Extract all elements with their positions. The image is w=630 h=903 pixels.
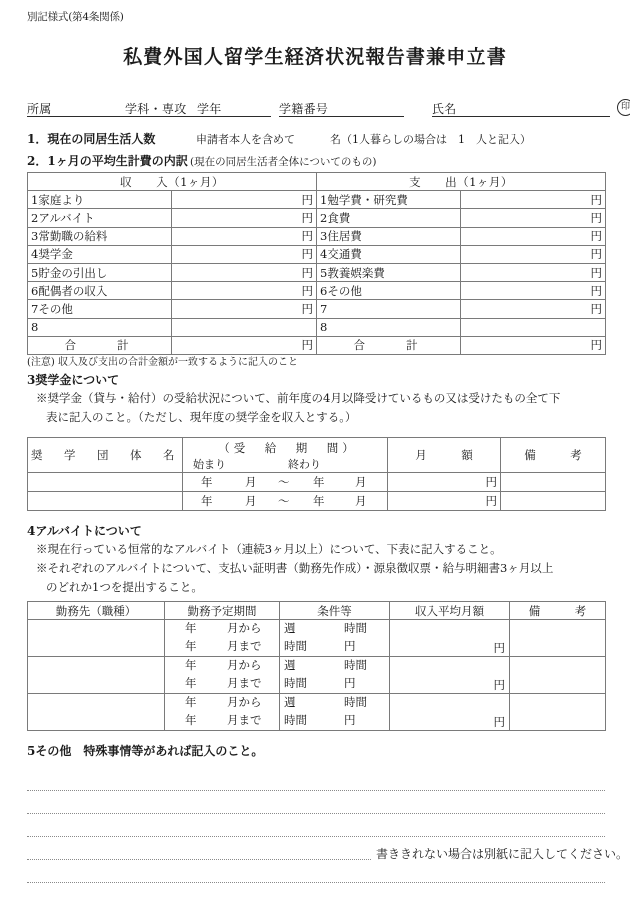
expense-value-4[interactable]: 円 xyxy=(461,245,606,263)
job-average-2[interactable] xyxy=(390,657,510,694)
income-value-7[interactable]: 円 xyxy=(172,300,317,318)
job-cond-rate-3 xyxy=(280,712,389,730)
budget-table xyxy=(27,172,606,355)
scholarship-col-amount: 月 額 xyxy=(388,438,501,473)
income-value-4[interactable]: 円 xyxy=(172,245,317,263)
section3-note-line1: ※奨学金（貸与・給付）の受給状況について、前年度の4月以降受けているもの又は受けたもの全て下 xyxy=(36,391,561,405)
student-id-field[interactable] xyxy=(279,100,404,117)
income-text-4: 奨学金 xyxy=(38,247,73,262)
scholarship-table xyxy=(27,437,606,511)
section4-heading: 4アルバイトについて xyxy=(27,524,142,538)
job-workplace-1[interactable] xyxy=(28,620,165,657)
department-field[interactable] xyxy=(125,100,197,117)
job-hours-label-1: 時間 xyxy=(344,621,367,635)
parttime-job-table xyxy=(27,601,606,731)
budget-caution-note: (注意) 収入及び支出の合計金額が一致するように記入のこと xyxy=(27,357,298,368)
job-cond-week-1 xyxy=(280,620,389,638)
section1-tail-text: 名（1人暮らしの場合は 1 人と記入） xyxy=(330,133,531,146)
scholarship-period-title: （受 給 期 間） xyxy=(218,441,358,455)
expense-label-1 xyxy=(317,191,461,209)
job-year-from-1: 年 xyxy=(185,621,197,635)
scholarship-header-row xyxy=(28,438,606,473)
job-cond-week-2 xyxy=(280,657,389,675)
period-year-end-1: 年 xyxy=(313,475,325,489)
name-field[interactable] xyxy=(432,100,610,117)
scholarship-period-sub xyxy=(183,456,387,471)
student-id-label: 学籍番号 xyxy=(279,102,329,116)
table-row xyxy=(28,263,606,281)
section4-note-line2: ※それぞれのアルバイトについて、支払い証明書（勤務先作成）・源泉徴収票・給与明細書3ヶ月以上 xyxy=(36,561,554,575)
job-year-to-2: 年 xyxy=(185,676,197,690)
expense-label-5 xyxy=(317,263,461,281)
income-no-1: 1 xyxy=(31,192,39,207)
job-week-label-2: 週 xyxy=(284,658,296,672)
expense-label-8 xyxy=(317,318,461,336)
income-text-7: その他 xyxy=(38,301,73,316)
income-no-3: 3 xyxy=(31,229,39,244)
job-rate-yen-3: 円 xyxy=(344,713,356,727)
expense-no-3: 3 xyxy=(320,229,328,244)
job-week-label-1: 週 xyxy=(284,621,296,635)
expense-no-5: 5 xyxy=(320,265,328,280)
attachment-note: 書ききれない場合は別紙に記入してください。 xyxy=(372,845,628,862)
job-rate-yen-1: 円 xyxy=(344,639,356,653)
income-value-8[interactable] xyxy=(172,318,317,336)
expense-total-label: 合 計 xyxy=(317,336,461,354)
income-label-8 xyxy=(28,318,172,336)
identity-row xyxy=(27,97,630,117)
job-period-3[interactable] xyxy=(165,694,280,731)
scholarship-amount-2[interactable]: 円 xyxy=(388,492,501,511)
expense-value-1[interactable]: 円 xyxy=(461,191,606,209)
expense-text-3: 住居費 xyxy=(327,229,362,244)
job-average-1[interactable] xyxy=(390,620,510,657)
scholarship-amount-1[interactable]: 円 xyxy=(388,473,501,492)
school-year-field[interactable] xyxy=(197,100,271,117)
period-end-label: 終わり xyxy=(288,458,321,471)
job-hours-label-3: 時間 xyxy=(344,695,367,709)
period-month-start-2: 月 xyxy=(245,494,257,508)
job-col-conditions: 条件等 xyxy=(280,602,390,620)
expense-text-2: 食費 xyxy=(327,210,351,225)
job-average-yen-3: 円 xyxy=(493,715,505,729)
job-col-average: 収入平均月額 xyxy=(390,602,510,620)
section4-note-line1: ※現在行っている恒常的なアルバイト（連続3ヶ月以上）について、下表に記入すること。 xyxy=(36,542,502,556)
income-total-value[interactable]: 円 xyxy=(172,336,317,354)
department-label: 学科・専攻 xyxy=(125,102,187,116)
income-no-4: 4 xyxy=(31,247,39,262)
income-value-6[interactable]: 円 xyxy=(172,282,317,300)
job-month-to-2: 月まで xyxy=(227,676,262,690)
scholarship-col-remarks: 備 考 xyxy=(501,438,606,473)
expense-value-5[interactable]: 円 xyxy=(461,263,606,281)
income-label-5 xyxy=(28,263,172,281)
section1-heading: 1．現在の同居生活人数 xyxy=(27,132,156,146)
income-text-3: 常勤職の給料 xyxy=(38,229,108,244)
income-label-3 xyxy=(28,227,172,245)
job-period-1[interactable] xyxy=(165,620,280,657)
job-period-from-3 xyxy=(165,694,279,712)
income-text-2: アルバイト xyxy=(38,210,95,225)
affiliation-label: 所属 xyxy=(27,102,52,116)
section5-heading: 5その他 特殊事情等があれば記入のこと。 xyxy=(27,744,264,758)
period-start-label: 始まり xyxy=(193,458,226,471)
school-year-label: 学年 xyxy=(197,102,222,116)
income-no-5: 5 xyxy=(31,265,39,280)
job-period-to-1 xyxy=(165,638,279,656)
income-text-1: 家庭より xyxy=(38,192,85,207)
job-month-to-1: 月まで xyxy=(227,639,262,653)
job-average-yen-1: 円 xyxy=(493,641,505,655)
name-label: 氏名 xyxy=(432,102,457,116)
job-remarks-1[interactable] xyxy=(510,620,606,657)
table-row xyxy=(28,227,606,245)
table-row xyxy=(28,694,606,731)
scholarship-col-period xyxy=(183,438,388,473)
job-average-3[interactable] xyxy=(390,694,510,731)
income-no-6: 6 xyxy=(31,283,39,298)
free-text-line-5[interactable] xyxy=(27,860,605,883)
period-month-end-1: 月 xyxy=(355,475,367,489)
income-value-2[interactable]: 円 xyxy=(172,209,317,227)
free-text-line-3[interactable] xyxy=(27,814,605,837)
job-month-from-3: 月から xyxy=(227,695,262,709)
income-label-6 xyxy=(28,282,172,300)
table-row xyxy=(28,191,606,209)
table-row xyxy=(28,300,606,318)
expense-text-1: 勉学費・研究費 xyxy=(327,192,408,207)
job-rate-yen-2: 円 xyxy=(344,676,356,690)
income-label-1 xyxy=(28,191,172,209)
expense-no-4: 4 xyxy=(320,247,328,262)
table-row xyxy=(28,473,606,492)
job-hour-unit-3: 時間 xyxy=(284,713,307,727)
scholarship-col-org: 奨 学 団 体 名 xyxy=(28,438,183,473)
table-row xyxy=(28,492,606,511)
job-period-to-3 xyxy=(165,712,279,730)
job-period-from-2 xyxy=(165,657,279,675)
form-code: 別記様式(第4条関係) xyxy=(27,11,124,23)
job-col-workplace: 勤務先（職種） xyxy=(28,602,165,620)
job-cond-rate-2 xyxy=(280,675,389,693)
job-period-2[interactable] xyxy=(165,657,280,694)
job-year-to-3: 年 xyxy=(185,713,197,727)
job-remarks-2[interactable] xyxy=(510,657,606,694)
income-text-6: 配偶者の収入 xyxy=(38,283,108,298)
expense-no-7: 7 xyxy=(320,301,328,316)
period-month-end-2: 月 xyxy=(355,494,367,508)
income-header: 収 入（1ヶ月） xyxy=(28,173,317,191)
income-no-7: 7 xyxy=(31,301,39,316)
job-month-from-2: 月から xyxy=(227,658,262,672)
job-period-from-1 xyxy=(165,620,279,638)
expense-label-2 xyxy=(317,209,461,227)
job-workplace-2[interactable] xyxy=(28,657,165,694)
job-month-to-3: 月まで xyxy=(227,713,262,727)
scholarship-remarks-2[interactable] xyxy=(501,492,606,511)
expense-no-1: 1 xyxy=(320,192,328,207)
job-remarks-3[interactable] xyxy=(510,694,606,731)
income-text-5: 貯金の引出し xyxy=(38,265,108,280)
job-average-yen-2: 円 xyxy=(493,678,505,692)
expense-no-8: 8 xyxy=(320,320,328,335)
job-header-row xyxy=(28,602,606,620)
job-col-remarks: 備 考 xyxy=(510,602,606,620)
table-row xyxy=(28,620,606,657)
job-conditions-1[interactable] xyxy=(280,620,390,657)
job-year-from-3: 年 xyxy=(185,695,197,709)
period-year-start-2: 年 xyxy=(201,494,213,508)
income-no-8: 8 xyxy=(31,320,39,335)
section2-note: (現在の同居生活者全体についてのもの) xyxy=(190,156,377,168)
period-tilde-1: ～ xyxy=(278,475,290,489)
free-text-line-1[interactable] xyxy=(27,768,605,791)
section4-note-line3: のどれか1つを提出すること。 xyxy=(46,580,203,594)
section2-heading: 2．1ヶ月の平均生計費の内訳 xyxy=(27,154,188,168)
job-period-to-2 xyxy=(165,675,279,693)
job-week-label-3: 週 xyxy=(284,695,296,709)
job-workplace-3[interactable] xyxy=(28,694,165,731)
section3-heading: 3奨学金について xyxy=(27,373,120,387)
period-tilde-2: ～ xyxy=(278,494,290,508)
scholarship-org-2[interactable] xyxy=(28,492,183,511)
income-value-3[interactable]: 円 xyxy=(172,227,317,245)
income-label-7 xyxy=(28,300,172,318)
table-row xyxy=(28,318,606,336)
expense-value-8[interactable] xyxy=(461,318,606,336)
table-row xyxy=(28,245,606,263)
scholarship-period-1[interactable] xyxy=(183,473,388,492)
free-text-area xyxy=(27,768,605,883)
job-conditions-2[interactable] xyxy=(280,657,390,694)
expense-label-6 xyxy=(317,282,461,300)
job-hour-unit-2: 時間 xyxy=(284,676,307,690)
job-col-period: 勤務予定期間 xyxy=(165,602,280,620)
job-cond-rate-1 xyxy=(280,638,389,656)
budget-header-row xyxy=(28,173,606,191)
expense-header: 支 出（1ヶ月） xyxy=(317,173,606,191)
expense-value-7[interactable]: 円 xyxy=(461,300,606,318)
budget-total-row xyxy=(28,336,606,354)
table-row xyxy=(28,209,606,227)
expense-no-2: 2 xyxy=(320,210,328,225)
table-row xyxy=(28,282,606,300)
expense-text-5: 教養娯楽費 xyxy=(327,265,385,280)
income-total-label: 合 計 xyxy=(28,336,172,354)
expense-label-3 xyxy=(317,227,461,245)
expense-value-2[interactable]: 円 xyxy=(461,209,606,227)
expense-value-6[interactable]: 円 xyxy=(461,282,606,300)
expense-label-4 xyxy=(317,245,461,263)
job-year-from-2: 年 xyxy=(185,658,197,672)
expense-text-4: 交通費 xyxy=(327,247,362,262)
expense-no-6: 6 xyxy=(320,283,328,298)
scholarship-org-1[interactable] xyxy=(28,473,183,492)
income-value-1[interactable]: 円 xyxy=(172,191,317,209)
scholarship-remarks-1[interactable] xyxy=(501,473,606,492)
scholarship-period-2[interactable] xyxy=(183,492,388,511)
job-hour-unit-1: 時間 xyxy=(284,639,307,653)
section3-note-line2: 表に記入のこと。（ただし、現年度の奨学金を収入とする。） xyxy=(46,410,357,424)
free-text-line-2[interactable] xyxy=(27,791,605,814)
job-hours-label-2: 時間 xyxy=(344,658,367,672)
expense-value-3[interactable]: 円 xyxy=(461,227,606,245)
page-title: 私費外国人留学生経済状況報告書兼申立書 xyxy=(123,46,507,68)
period-month-start-1: 月 xyxy=(245,475,257,489)
income-no-2: 2 xyxy=(31,210,39,225)
job-year-to-1: 年 xyxy=(185,639,197,653)
table-row xyxy=(28,657,606,694)
income-label-2 xyxy=(28,209,172,227)
period-year-end-2: 年 xyxy=(313,494,325,508)
job-conditions-3[interactable] xyxy=(280,694,390,731)
affiliation-field[interactable] xyxy=(27,100,125,117)
expense-label-7 xyxy=(317,300,461,318)
seal-stamp-icon: 印 xyxy=(617,99,630,116)
expense-text-6: その他 xyxy=(327,283,362,298)
job-cond-week-3 xyxy=(280,694,389,712)
section1-middle-text: 申請者本人を含めて xyxy=(196,133,295,146)
expense-total-value[interactable]: 円 xyxy=(461,336,606,354)
income-value-5[interactable]: 円 xyxy=(172,263,317,281)
income-label-4 xyxy=(28,245,172,263)
job-month-from-1: 月から xyxy=(227,621,262,635)
period-year-start-1: 年 xyxy=(201,475,213,489)
